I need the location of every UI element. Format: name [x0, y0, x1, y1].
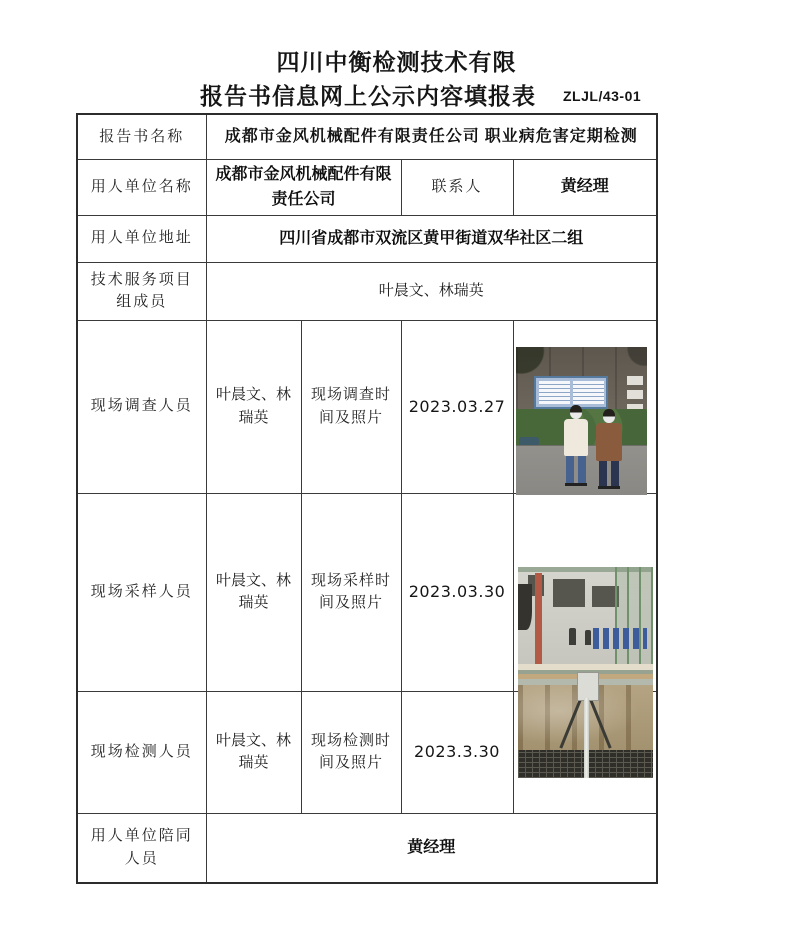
row-survey — [77, 320, 657, 493]
person-legs — [599, 461, 619, 486]
tripod-pole — [584, 698, 589, 778]
project-team-label: 技术服务项目组成员 — [77, 262, 206, 320]
row-accompany — [77, 813, 657, 883]
survey-personnel: 叶晨文、林瑞英 — [206, 320, 301, 493]
row-sampling — [77, 493, 657, 691]
worker-figure — [585, 630, 591, 645]
sampling-photo-cell — [513, 493, 657, 691]
survey-photo — [516, 347, 647, 495]
testing-personnel: 叶晨文、林瑞英 — [206, 691, 301, 813]
person-white-cardigan — [564, 405, 588, 486]
report-name-label: 报告书名称 — [77, 114, 206, 159]
blue-hanging-cloths — [593, 628, 647, 649]
row-employer-name — [77, 159, 657, 215]
contact-name-value: 黄经理 — [513, 159, 657, 215]
contact-label: 联系人 — [401, 159, 513, 215]
company-title: 四川中衡检测技术有限 — [276, 49, 517, 75]
accompany-label: 用人单位陪同人员 — [77, 813, 206, 883]
bulletin-panel-right — [573, 381, 604, 404]
report-form-table — [76, 113, 658, 884]
report-name-value: 成都市金风机械配件有限责任公司 职业病危害定期检测 — [206, 114, 657, 159]
sampling-photo — [518, 567, 653, 778]
person-head-masked — [570, 405, 582, 419]
person-torso — [564, 419, 588, 456]
bulletin-panel-left — [539, 381, 570, 404]
sampling-date: 2023.03.30 — [401, 493, 513, 691]
row-report-name — [77, 114, 657, 159]
survey-photo-cell — [513, 320, 657, 493]
person-torso — [596, 423, 622, 461]
sampling-time-photo-label: 现场采样时间及照片 — [301, 493, 401, 691]
factory-window — [553, 579, 585, 606]
document-number: ZLJL/43-01 — [563, 88, 642, 104]
dark-figure — [518, 584, 533, 630]
survey-date: 2023.03.27 — [401, 320, 513, 493]
person-shoes — [598, 486, 620, 489]
employer-address-label: 用人单位地址 — [77, 215, 206, 262]
person-legs — [566, 456, 586, 483]
employer-name-label: 用人单位名称 — [77, 159, 206, 215]
green-steel-frame — [615, 567, 653, 664]
sampling-label: 现场采样人员 — [77, 493, 206, 691]
employer-name-value: 成都市金风机械配件有限责任公司 — [206, 159, 401, 215]
survey-time-photo-label: 现场调查时间及照片 — [301, 320, 401, 493]
testing-label: 现场检测人员 — [77, 691, 206, 813]
testing-time-photo-label: 现场检测时间及照片 — [301, 691, 401, 813]
employer-address-value: 四川省成都市双流区黄甲街道双华社区二组 — [206, 215, 657, 262]
form-title: 报告书信息网上公示内容填报表 — [200, 83, 536, 109]
testing-date: 2023.3.30 — [401, 691, 513, 813]
worker-figure — [569, 628, 576, 645]
survey-label: 现场调查人员 — [77, 320, 206, 493]
row-project-team — [77, 262, 657, 320]
project-team-value: 叶晨文、林瑞英 — [206, 262, 657, 320]
person-head-masked — [603, 409, 615, 423]
person-shoes — [565, 483, 587, 486]
person-brown-jacket — [596, 409, 622, 489]
accompany-value: 黄经理 — [206, 813, 657, 883]
row-employer-address — [77, 215, 657, 262]
sampling-personnel: 叶晨文、林瑞英 — [206, 493, 301, 691]
